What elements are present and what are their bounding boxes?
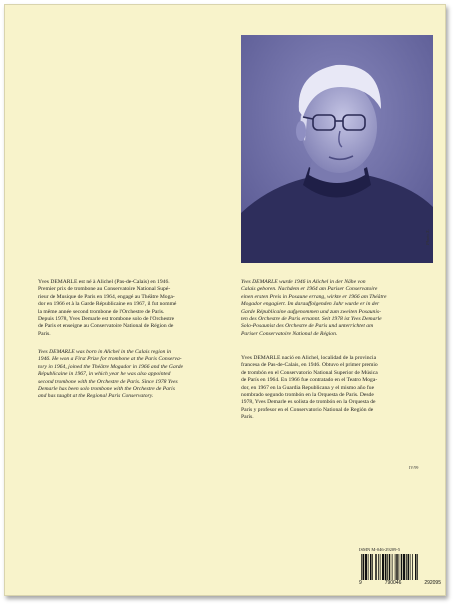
bio-line: Yves DEMARLE wurde 1946 in Alichel in der Nähe von xyxy=(241,279,366,285)
composer-portrait-photo xyxy=(241,35,433,263)
barcode-digits xyxy=(359,580,441,586)
bio-line: Depuis 1978, Yves Demarle est trombone solo de l'Orchestre xyxy=(38,316,175,323)
bio-line: Calais geboren. Nachdem er 1964 am Pariser Conservatoire xyxy=(241,286,378,293)
bio-line: rieur de Musique de Paris en 1964, engagé au Théâtre Moga- xyxy=(38,293,175,300)
bio-line: 1978, Yves Demarle es solista de trombón en la Orquesta de xyxy=(241,399,376,406)
bio-line: Yves DEMARLE nació en Alichel, localidad de la provincia xyxy=(241,355,377,361)
bio-line: Premier prix de trombone au Conservatoire National Supé- xyxy=(38,286,171,293)
barcode xyxy=(359,554,441,580)
bio-line: de Paris et enseigne au Conservatoire National de Région de xyxy=(38,323,174,330)
bio-line: dor en 1966 et à la Garde Républicaine en 1967, il fut nommé xyxy=(38,301,177,308)
bio-line: second trombone with the Orchestre de Paris. Since 1978 Yves xyxy=(38,378,178,385)
bio-french xyxy=(38,279,233,338)
bio-line: nombrado segundo trombón en la Orquesta de Paris. Desde xyxy=(241,392,374,399)
bio-line: Mogador engagiert. Im darauffolgenden Jahr wurde er in der xyxy=(241,301,380,308)
bio-german xyxy=(241,279,436,338)
bio-line: Pariser Conservatoire National de Région. xyxy=(241,330,338,337)
back-cover-page xyxy=(4,4,446,596)
bio-line: Solo-Posaunist des Orchestre de Paris und unterrichtet am xyxy=(241,323,374,330)
photo-credit: Photo X. xyxy=(425,229,430,245)
bio-line: Yves DEMARLE est né à Alichel (Pas-de-Calais) en 1946. xyxy=(38,279,170,285)
bio-line: tory in 1964, joined the Théâtre Mogador in 1966 and the Garde xyxy=(38,363,184,370)
bio-line: Républicaine in 1967, in which year he was also appointed xyxy=(38,371,171,378)
bio-line: Paris. xyxy=(38,330,51,337)
bio-line: 1946. He won a First Prize for trombone at the Paris Conserva- xyxy=(38,356,182,363)
bio-line: Yves DEMARLE was born in Alichel in the Calais region in xyxy=(38,349,172,355)
bio-line: and has taught at the Regional Paris Conservatory. xyxy=(38,393,154,400)
bio-line: ten des Orchestre de Paris ernannt. Seit 1978 ist Yves Demarle xyxy=(241,316,382,323)
barcode-left-digits: 790046 xyxy=(384,580,402,586)
bio-line: einen ersten Preis in Posaune errang, wirkte er 1966 am Théâtre xyxy=(241,293,387,300)
bio-line: Demarle has been solo trombone with the Orchestre de Paris xyxy=(38,386,175,393)
bio-spanish xyxy=(241,355,436,422)
bio-line: de París en 1964. En 1966 fue contratado en el Teatro Moga- xyxy=(241,377,378,384)
bio-line: Garde Républicaine aufgenommen und zum zweiten Posaunis- xyxy=(241,308,381,315)
bio-line: de trombón en el Conservatorio National Superior de Música xyxy=(241,369,378,376)
bio-line: francesa de Pas-de-Calais, en 1946. Obtuvo el primer premio xyxy=(241,362,378,369)
bio-line: dor, en 1967 en la Guardia Republicana y el mismo año fue xyxy=(241,384,375,391)
bio-english xyxy=(38,349,233,401)
barcode-lead-digit: 9 xyxy=(359,580,362,586)
ismn-number: ISMN M-046-29209-5 xyxy=(359,547,401,552)
bio-line: París y profesor en el Conservatorio National de Región de xyxy=(241,406,374,413)
bio-line: la même année second trombone de l'Orchestre de Paris. xyxy=(38,308,165,315)
isbn-block xyxy=(359,547,441,586)
portrait-image xyxy=(241,35,433,263)
bio-line: París. xyxy=(241,414,254,421)
barcode-right-digits: 292095 xyxy=(424,580,441,586)
print-code: IV/99 xyxy=(409,465,419,470)
